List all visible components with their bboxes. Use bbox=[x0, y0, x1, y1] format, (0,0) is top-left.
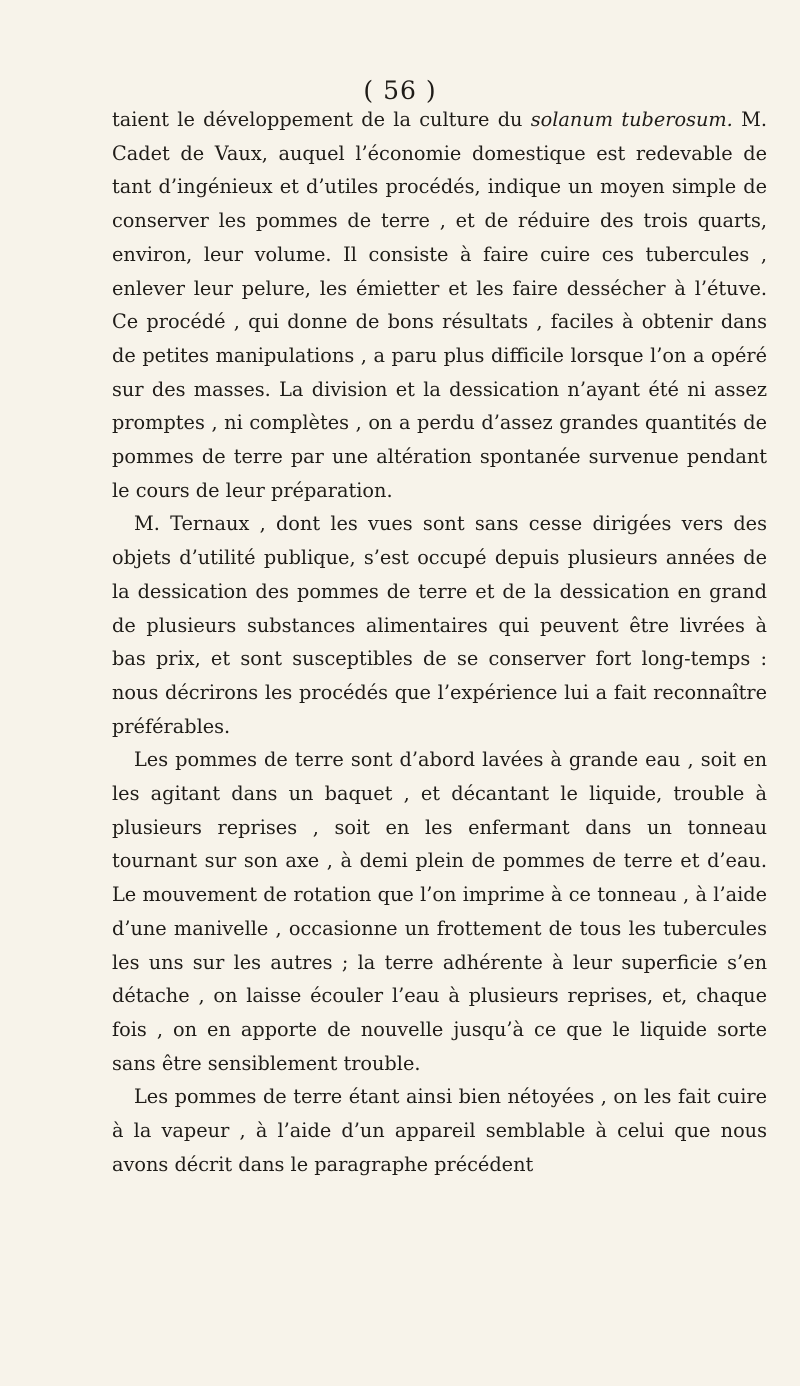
paragraph-4-text: Les pommes de terre étant ainsi bien nétoyées , on les fait cuire à la vapeur , à l’aide d’un appareil semblable à celui que nous avons décrit dans le paragraphe précédent bbox=[112, 1085, 767, 1176]
paragraph-1-rest: M. Cadet de Vaux, auquel l’économie domestique est redevable de tant d’ingénieux et d’utiles procédés, indique un moyen simple de conserver les pommes de terre , et de réduire des trois quarts, environ, leur volume. Il consiste à faire cuire ces tubercules , enlever leur pelure, les émietter et les faire dessécher à l’étuve. Ce procédé , qui donne de bons résultats , faciles à obtenir dans de petites manipulations , a paru plus difficile lorsque l’on a opéré sur des masses. La division et la dessication n’ayant été ni assez promptes , ni complètes , on a perdu d’assez grandes quantités de pommes de terre par une altération spontanée survenue pendant le cours de leur préparation. bbox=[112, 108, 767, 502]
paragraph-4 bbox=[112, 1080, 767, 1181]
paragraph-1-emphasis: solanum tuberosum. bbox=[530, 108, 733, 131]
body-text bbox=[112, 103, 767, 1182]
paragraph-2-text: M. Ternaux , dont les vues sont sans cesse dirigées vers des objets d’utilité publique, s’est occupé depuis plusieurs années de la dessication des pommes de terre et de la dessication en grand de plusieurs substances alimentaires qui peuvent être livrées à bas prix, et sont susceptibles de se conserver fort long-temps : nous décrirons les procédés que l’expérience lui a fait reconnaître préférables. bbox=[112, 512, 767, 738]
page-number: ( 56 ) bbox=[363, 76, 437, 105]
paragraph-1 bbox=[112, 103, 767, 507]
paragraph-2 bbox=[112, 507, 767, 743]
paragraph-3 bbox=[112, 743, 767, 1080]
paragraph-1-lead: taient le développement de la culture du bbox=[112, 108, 531, 131]
paragraph-3-text: Les pommes de terre sont d’abord lavées à grande eau , soit en les agitant dans un baquet , et décantant le liquide, trouble à plusieurs reprises , soit en les enfermant dans un tonneau tournant sur son axe , à demi plein de pommes de terre et d’eau. Le mouvement de rotation que l’on imprime à ce tonneau , à l’aide d’une manivelle , occasionne un frottement de tous les tubercules les uns sur les autres ; la terre adhérente à leur superficie s’en détache , on laisse écouler l’eau à plusieurs reprises, et, chaque fois , on en apporte de nouvelle jusqu’à ce que le liquide sorte sans être sensiblement trouble. bbox=[112, 748, 767, 1075]
